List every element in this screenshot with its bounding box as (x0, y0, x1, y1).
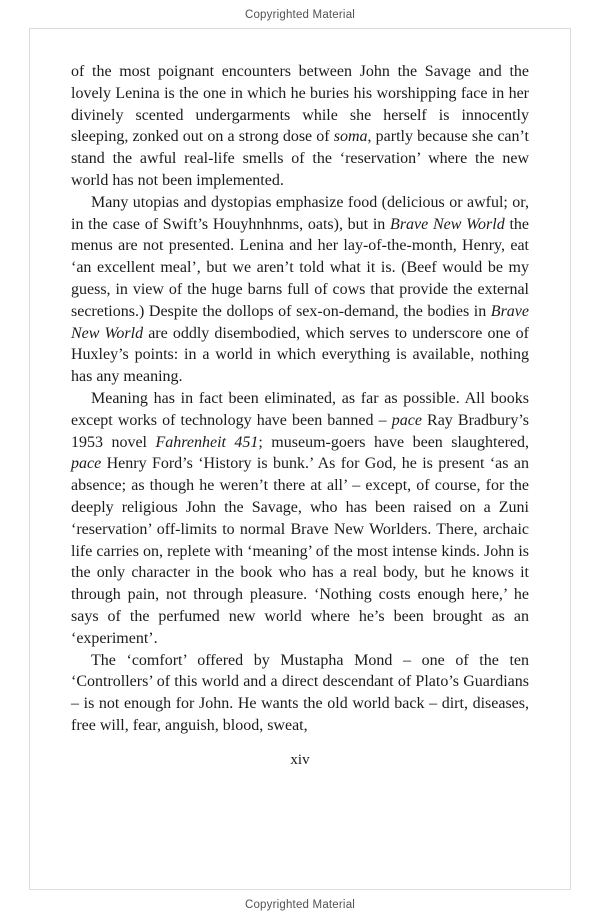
italic-text: pace (71, 455, 102, 473)
body-text: Ray Bradbury’s 1953 novel (71, 411, 530, 451)
italic-text: Fahrenheit 451 (155, 433, 259, 451)
page-text (71, 61, 529, 737)
body-text: are oddly disembodied, which serves to underscore one of Huxley’s points: in a world in which everything is available, nothing has any meaning. (71, 324, 529, 386)
body-text: ; museum-goers have been slaughtered, (258, 433, 530, 451)
body-text: the menus are not presented. Lenina and her lay-of-the-month, Henry, eat ‘an excellent meal’, but we aren’t told what it is. (Beef would be my guess, in view of the huge barns full of cows that provide the external secretions.) Despite the dollops of sex-on-demand, the bodies in (71, 215, 529, 320)
body-text: Henry Ford’s ‘History is bunk.’ As for God, he is present ‘as an absence; as though he weren’t there at all’ – except, of course, for the deeply religious John the Savage, who has been raised on a Zuni ‘reservation’ off-limits to normal Brave New Worlders. There, archaic life carries on, replete with ‘meaning’ of the most intense kinds. John is the only character in the book who has a real body, but he knows it through pain, not through pleasure. ‘Nothing costs enough here,’ he says of the perfumed new world where he’s been brought as an ‘experiment’. (71, 455, 529, 647)
body-text: Meaning has in fact been eliminated, as far as possible. All books except works of technology have been banned – (71, 389, 529, 429)
italic-text: pace (391, 411, 422, 429)
italic-text: soma (333, 128, 368, 146)
body-text: Many utopias and dystopias emphasize food (delicious or awful; or, in the case of Swift’s Houyhnhnms, oats), but in (71, 193, 529, 233)
paragraph (71, 650, 529, 737)
copyright-notice-top: Copyrighted Material (244, 9, 356, 21)
book-page (29, 28, 571, 890)
page-number: xiv (290, 751, 310, 768)
paragraph (71, 388, 529, 650)
body-text: The ‘comfort’ offered by Mustapha Mond – one of the ten ‘Controllers’ of this world and a direct descendant of Plato’s Guardians – is not enough for John. He wants the old world back – dirt, diseases, free will, fear, anguish, blood, sweat, (71, 651, 529, 734)
italic-text: Brave New World (71, 302, 529, 342)
italic-text: Brave New World (390, 215, 505, 233)
paragraph (71, 192, 529, 388)
copyright-notice-bottom: Copyrighted Material (244, 899, 356, 911)
paragraph (71, 61, 529, 192)
body-text: of the most poignant encounters between John the Savage and the lovely Lenina is the one in which he buries his worshipping face in her divinely scented undergarments while she herself is innocently sleeping, zonked out on a strong dose of (71, 63, 529, 146)
body-text: , partly because she can’t stand the awful real-life smells of the ‘reservation’ where the new world has not been implemented. (71, 128, 530, 189)
